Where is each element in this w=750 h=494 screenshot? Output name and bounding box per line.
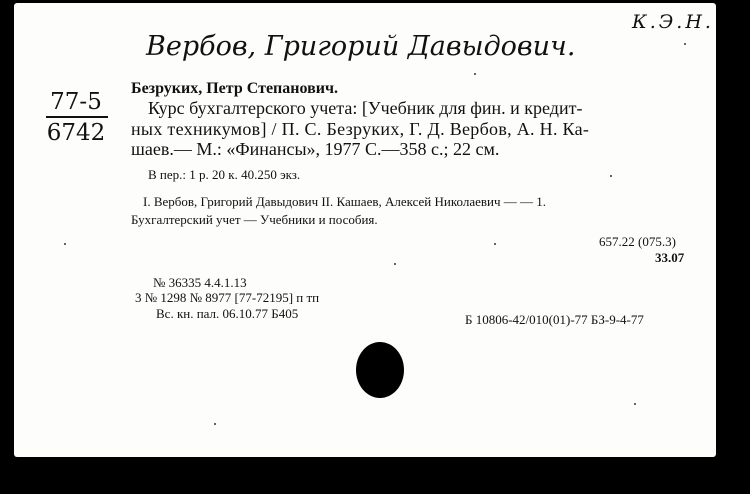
speck (214, 423, 216, 425)
speck (494, 243, 496, 245)
book-chamber: Вс. кн. пал. 06.10.77 Б405 (156, 306, 299, 321)
title-line-1: Курс бухгалтерского учета: [Учебник для фин. и кредит- (148, 98, 583, 118)
handwritten-abbreviation: К.Э.Н. (632, 11, 714, 33)
speck (684, 43, 686, 45)
speck (474, 73, 476, 75)
handwritten-name: Вербов, Григорий Давыдович. (146, 31, 576, 62)
tracing-line-1: I. Вербов, Григорий Давыдович II. Кашаев, Алексей Николаевич — — 1. (143, 194, 547, 209)
speck (64, 243, 66, 245)
punch-hole (356, 342, 404, 398)
call-number-bottom: 6742 (46, 120, 106, 146)
udc-code: 657.22 (075.3) (599, 234, 676, 249)
call-number-divider (46, 116, 108, 118)
speck (610, 175, 612, 177)
call-number (46, 89, 116, 146)
publisher-index: Б 10806-42/010(01)-77 БЗ-9-4-77 (465, 312, 644, 327)
tracing-line-2: Бухгалтерский учет — Учебники и пособия. (131, 212, 378, 227)
author-heading: Безруких, Петр Степанович. (131, 80, 338, 97)
title-line-2: ных техникумов] / П. С. Безруких, Г. Д. Вербов, А. Н. Ка- (131, 119, 590, 139)
order-number: 3 № 1298 № 8977 [77-72195] п тп (135, 290, 320, 305)
price-edition: В пер.: 1 р. 20 к. 40.250 экз. (148, 167, 301, 182)
title-line-3: шаев.— М.: «Финансы», 1977 С.—358 с.; 22 см. (131, 139, 500, 159)
speck (394, 263, 396, 265)
card-number: № 36335 4.4.1.13 (153, 275, 247, 290)
speck (634, 403, 636, 405)
bbk-code: 33.07 (655, 250, 685, 265)
call-number-top: 77-5 (50, 89, 102, 115)
